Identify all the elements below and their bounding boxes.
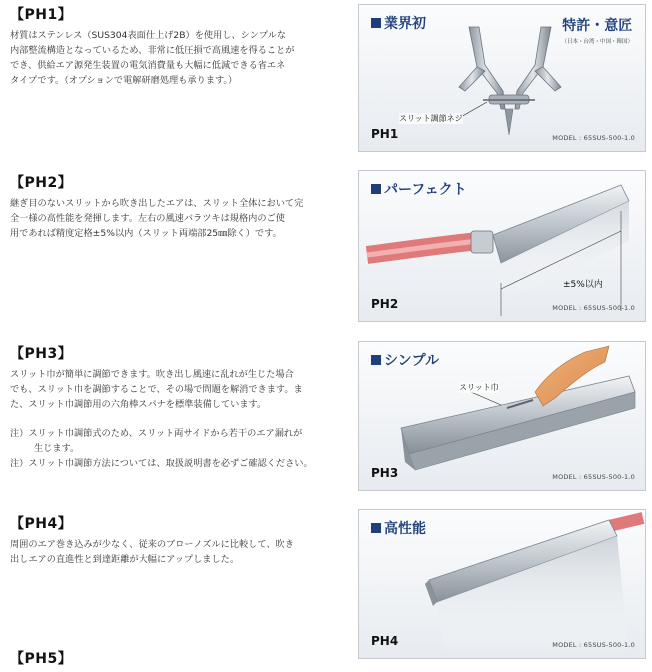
section-line: 継ぎ目のないスリットから吹き出したエアは、スリット全体において完 — [10, 198, 304, 209]
panel-title: パーフェクト — [371, 179, 467, 199]
panel-label: PH4 — [371, 634, 399, 648]
section-line: 出しエアの直進性と到達距離が大幅にアップしました。 — [10, 554, 240, 565]
panel-title: シンプル — [371, 350, 439, 370]
panel-ph2 — [358, 170, 646, 322]
section-ph1 — [10, 4, 350, 88]
panel-label: PH1 — [371, 127, 399, 141]
panel-ph4 — [358, 509, 646, 659]
callout-label: スリット巾 — [459, 383, 499, 392]
section-note: 生じます。 — [34, 443, 80, 454]
callout-label: スリット調節ネジ — [399, 114, 463, 123]
tolerance-label: ±5%以内 — [563, 280, 603, 290]
section-heading: 【PH3】 — [10, 346, 73, 362]
section-line: 材質はステンレス（SUS304表面仕上げ2B）を使用し、シンプルな — [10, 30, 287, 41]
section-heading: 【PH4】 — [10, 516, 73, 532]
section-note: 注）スリット巾調節式のため、スリット両サイドから若干のエア漏れが — [10, 428, 303, 439]
section-note: 注）スリット巾調節方法については、取扱説明書を必ずご確認ください。 — [10, 458, 313, 469]
title-square-icon — [371, 18, 381, 28]
section-line: 用であれば精度定格±5%以内（スリット両端部25㎜除く）です。 — [10, 228, 282, 239]
model-number: MODEL : 65SUS-500-1.0 — [552, 473, 635, 481]
section-line: た、スリット巾調節用の六角棒スパナを標準装備しています。 — [10, 399, 267, 410]
section-heading: 【PH1】 — [10, 7, 73, 23]
panel-ph1 — [358, 4, 646, 152]
panel-title: 業界初 — [371, 13, 426, 33]
model-number: MODEL : 65SUS-500-1.0 — [552, 641, 635, 649]
title-square-icon — [371, 523, 381, 533]
section-line: 内部整流構造となっているため、非常に低圧損で高風速を得ることが — [10, 45, 295, 56]
section-line: タイプです。（オプションで電解研磨処理も承ります。） — [10, 75, 238, 86]
section-line: 全一様の高性能を発揮します。左右の風速バラツキは規格内のご使 — [10, 213, 285, 224]
section-line: でき、供給エア源発生装置の電気消費量も大幅に低減できる省エネ — [10, 60, 286, 71]
section-line: スリット巾が簡単に調節できます。吹き出し風速に乱れが生じた場合 — [10, 369, 294, 380]
patent-regions: （日本・台湾・中国・韓国） — [561, 39, 633, 45]
title-square-icon — [371, 184, 381, 194]
title-square-icon — [371, 355, 381, 365]
section-line: でも、スリット巾を調節することで、その場で問題を解消できます。ま — [10, 384, 303, 395]
panel-ph3 — [358, 341, 646, 491]
panel-label: PH2 — [371, 297, 399, 311]
model-number: MODEL : 65SUS-500-1.0 — [552, 304, 635, 312]
patent-text: 特許・意匠 — [562, 18, 633, 34]
section-heading: 【PH2】 — [10, 175, 73, 191]
section-ph5 — [10, 648, 350, 672]
patent-mark — [561, 15, 633, 45]
section-ph4 — [10, 513, 350, 567]
model-number: MODEL : 65SUS-500-1.0 — [552, 134, 635, 142]
section-line: 周囲のエア巻き込みが少なく、従来のブローノズルに比較して、吹き — [10, 539, 294, 550]
section-heading: 【PH5】 — [10, 651, 73, 667]
panel-label: PH3 — [371, 466, 399, 480]
panel-title: 高性能 — [371, 518, 426, 538]
section-ph3 — [10, 343, 350, 471]
section-ph2 — [10, 172, 350, 241]
